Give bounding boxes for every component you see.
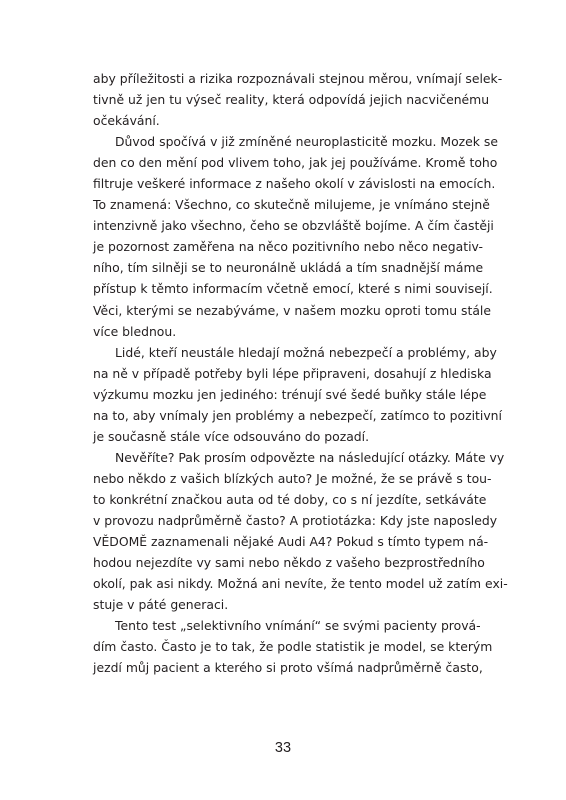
text-line: intenzivně jako všechno, čeho se obzvláště bojíme. A čím častěji	[93, 218, 494, 234]
text-line: přístup k těmto informacím včetně emocí, které s nimi souvisejí.	[93, 281, 493, 297]
text-line: dím často. Často je to tak, že podle statistik je model, se kterým	[93, 639, 493, 655]
page-number: 33	[274, 740, 292, 756]
text-line: filtruje veškeré informace z našeho okolí v závislosti na emocích.	[93, 176, 496, 192]
text-line: tivně už jen tu výseč reality, která odpovídá jejich nacvičenému	[93, 92, 490, 108]
text-line: ního, tím silněji se to neuronálně ukládá a tím snadnější máme	[93, 260, 484, 276]
text-line: aby příležitosti a rizika rozpoznávali stejnou měrou, vnímají selek-	[93, 71, 503, 86]
text-line: den co den mění pod vlivem toho, jak jej používáme. Kromě toho	[93, 155, 498, 171]
text-line: v provozu nadprůměrně často? A protiotázka: Kdy jste naposledy	[93, 512, 498, 528]
text-line: Tento test „selektivního vnímání“ se svými pacienty prová-	[115, 618, 481, 634]
text-line: Nevěříte? Pak prosím odpovězte na následující otázky. Máte vy	[115, 449, 505, 465]
text-line: výzkumu mozku jen jediného: trénují své šedé buňky stále lépe	[93, 386, 487, 402]
text-line: to konkrétní značkou auta od té doby, co s ní jezdíte, setkáváte	[93, 491, 487, 507]
text-line: To znamená: Všechno, co skutečně milujeme, je vnímáno stejně	[93, 197, 490, 213]
text-line: Důvod spočívá v již zmíněné neuroplasticitě mozku. Mozek se	[115, 134, 498, 150]
text-line: je pozornost zaměřena na něco pozitivního nebo něco negativ-	[93, 239, 483, 255]
text-line: očekávání.	[93, 113, 160, 129]
text-line: nebo někdo z vašich blízkých auto? Je možné, že se právě s tou-	[93, 470, 492, 486]
text-line: je současně stále více odsouváno do pozadí.	[93, 428, 370, 444]
text-line: na ně v případě potřeby byli lépe připraveni, dosahují z hlediska	[93, 365, 492, 381]
body-text	[93, 68, 508, 678]
text-line: hodou nejezdíte vy sami nebo někdo z vašeho bezprostředního	[93, 555, 485, 571]
text-line: Lidé, kteří neustále hledají možná nebezpečí a problémy, aby	[115, 344, 497, 360]
text-line: VĚDOMĚ zaznamenali nějaké Audi A4? Pokud s tímto typem ná-	[93, 534, 489, 550]
text-line: okolí, pak asi nikdy. Možná ani nevíte, že tento model už zatím exi-	[93, 576, 508, 592]
text-line: Věci, kterými se nezabýváme, v našem mozku oproti tomu stále	[93, 302, 491, 318]
text-line: na to, aby vnímaly jen problémy a nebezpečí, zatímco to pozitivní	[93, 407, 502, 423]
text-line: stuje v páté generaci.	[93, 597, 229, 613]
text-line: jezdí můj pacient a kterého si proto všímá nadprůměrně často,	[93, 660, 483, 676]
text-line: více blednou.	[93, 323, 177, 339]
